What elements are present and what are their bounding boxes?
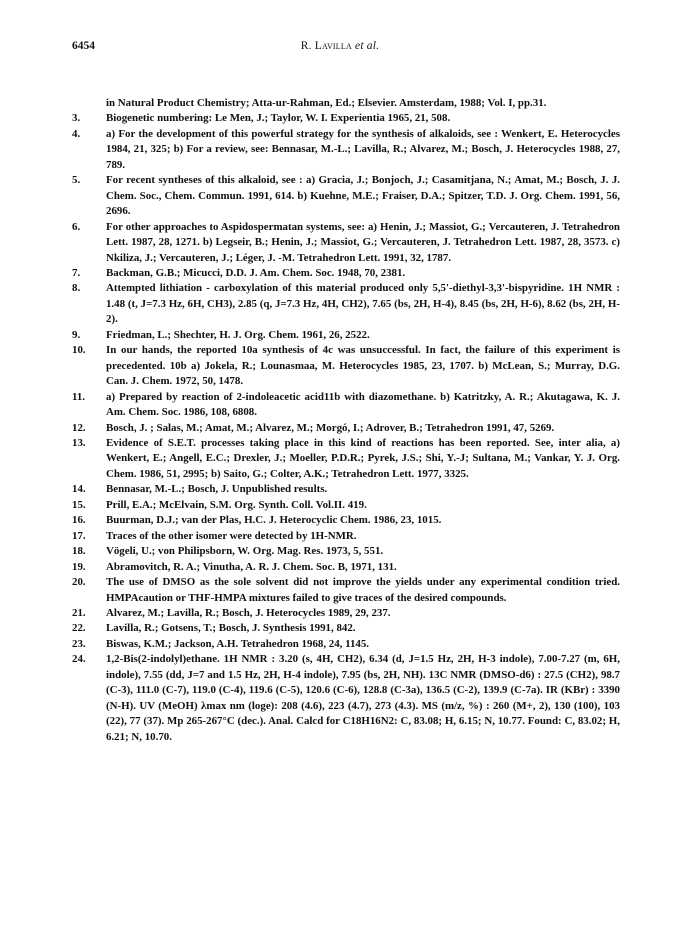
reference-text: In our hands, the reported 10a synthesis of 4c was unsuccessful. In fact, the failure of this experiment is precedented. 10b a) Jokela, R.; Lounasmaa, M. Heterocycles 1985, 23, 1707. b) McLean, S.; Murray, D.G. Can. J. Chem. 1972, 50, 1478. — [106, 344, 620, 388]
reference-text: Friedman, L.; Shechter, H. J. Org. Chem. 1961, 26, 2522. — [106, 328, 370, 341]
reference-item — [72, 652, 620, 745]
reference-item — [72, 220, 620, 266]
reference-list — [72, 96, 620, 745]
reference-number: 14. — [72, 483, 86, 496]
page-header — [72, 40, 608, 56]
reference-item — [72, 482, 620, 497]
reference-number: 4. — [72, 127, 81, 140]
reference-text: Abramovitch, R. A.; Vinutha, A. R. J. Chem. Soc. B, 1971, 131. — [106, 560, 397, 573]
reference-text: 1,2-Bis(2-indolyl)ethane. 1H NMR : 3.20 (s, 4H, CH2), 6.34 (d, J=1.5 Hz, 2H, H-3 indole), 7.00-7.27 (m, 6H, indole), 7.55 (dd, J=7 and 1.5 Hz, 2H, H-4 indole), 7.95 (bs, 2H, NH). 13C NMR (DMSO-d6) : 27.5 (CH2), 98.7 (C-3), 111.0 (C-7), 119.0 (C-4), 119.6 (C-5), 120.6 (C-6), 128.8 (C-3a), 136.5 (C-2), 139.9 (C-7a). IR (KBr) : 3390 (N-H). UV (MeOH) λmax nm (loge): 208 (4.6), 223 (4.7), 273 (4.3). MS (m/z, %) : 260 (M+, 2), 130 (100), 103 (22), 77 (37). Mp 265-267°C (dec.). Anal. Calcd for C18H16N2: C, 83.08; H, 6.15; N, 10.77. Found: C, 83.02; H, 6.21; N, 10.70. — [106, 653, 620, 743]
reference-number: 3. — [72, 112, 81, 125]
reference-number: 23. — [72, 637, 86, 650]
reference-text: Traces of the other isomer were detected by 1H-NMR. — [106, 529, 357, 542]
reference-number: 5. — [72, 174, 81, 187]
running-head-etal: et al. — [355, 40, 380, 52]
reference-text: Prill, E.A.; McElvain, S.M. Org. Synth. Coll. Vol.II. 419. — [106, 498, 367, 511]
running-head — [72, 40, 608, 52]
reference-text: For other approaches to Aspidospermatan systems, see: a) Henin, J.; Massiot, G.; Vercauteren, J. Tetrahedron Lett. 1987, 28, 1271. b) Legseir, B.; Henin, J.; Massiot, G.; Vercauteren, J. Tetrahedron Lett. 1987, 28, 3573. c) Nkiliza, J.; Vercauteren, J.; Léger, J. -M. Tetrahedron Lett. 1991, 32, 1787. — [106, 220, 620, 264]
reference-text: Vögeli, U.; von Philipsborn, W. Org. Mag. Res. 1973, 5, 551. — [106, 545, 384, 558]
reference-item — [72, 544, 620, 559]
reference-item — [72, 560, 620, 575]
reference-text: Bennasar, M.-L.; Bosch, J. Unpublished results. — [106, 483, 328, 496]
reference-text: Biswas, K.M.; Jackson, A.H. Tetrahedron 1968, 24, 1145. — [106, 637, 370, 650]
reference-number: 7. — [72, 266, 81, 279]
reference-text: Alvarez, M.; Lavilla, R.; Bosch, J. Heterocycles 1989, 29, 237. — [106, 606, 391, 619]
reference-text: For recent syntheses of this alkaloid, see : a) Gracia, J.; Bonjoch, J.; Casamitjana, N.; Amat, M.; Bosch, J. J. Chem. Soc., Chem. Commun. 1991, 614. b) Kuehne, M.E.; Fraiser, D.A.; Spitzer, T.D. J. Org. Chem. 1991, 56, 2696. — [106, 174, 620, 218]
reference-text: Attempted lithiation - carboxylation of this material produced only 5,5'-diethyl-3,3'-bispyridine. 1H NMR : 1.48 (t, J=7.3 Hz, 6H, CH3), 2.85 (q, J=7.3 Hz, 4H, CH2), 7.65 (bs, 2H, H-4), 8.45 (bs, 2H, H-6), 8.62 (bs, 2H, H-2). — [106, 282, 620, 326]
reference-text: Evidence of S.E.T. processes taking place in this kind of reactions has been reported. See, inter alia, a) Wenkert, E.; Angell, E.C.; Drexler, J.; Moeller, P.D.R.; Pyrek, J.S.; Shi, Y.-J; Sultana, M.; Vankar, Y. J. Org. Chem. 1986, 51, 2995; b) Saito, G.; Colter, A.K.; Tetrahedron Lett. 1977, 3325. — [106, 436, 620, 480]
reference-text: Bosch, J. ; Salas, M.; Amat, M.; Alvarez, M.; Morgó, I.; Adrover, B.; Tetrahedron 1991, 47, 5269. — [106, 421, 555, 434]
reference-item — [72, 173, 620, 219]
reference-item — [72, 529, 620, 544]
reference-number: 20. — [72, 576, 86, 589]
reference-text: Buurman, D.J.; van der Plas, H.C. J. Heterocyclic Chem. 1986, 23, 1015. — [106, 514, 442, 527]
reference-item — [72, 621, 620, 636]
reference-item — [72, 281, 620, 327]
reference-item — [72, 127, 620, 173]
reference-number: 21. — [72, 606, 86, 619]
reference-number: 13. — [72, 436, 86, 449]
reference-items — [72, 111, 620, 745]
reference-item — [72, 606, 620, 621]
reference-continuation: in Natural Product Chemistry; Atta-ur-Rahman, Ed.; Elsevier. Amsterdam, 1988; Vol. I, pp.31. — [106, 97, 547, 109]
reference-number: 19. — [72, 560, 86, 573]
reference-number: 15. — [72, 498, 86, 511]
reference-number: 11. — [72, 390, 86, 403]
page-number: 6454 — [72, 40, 95, 52]
reference-number: 17. — [72, 529, 86, 542]
reference-item — [72, 328, 620, 343]
reference-text: The use of DMSO as the sole solvent did not improve the yields under any experimental condition tried. HMPAcaution or THF-HMPA mixtures failed to give traces of the desired compounds. — [106, 576, 620, 604]
reference-number: 24. — [72, 653, 86, 666]
reference-item — [72, 421, 620, 436]
reference-number: 8. — [72, 282, 81, 295]
reference-item — [72, 390, 620, 421]
reference-number: 9. — [72, 328, 81, 341]
reference-item — [72, 266, 620, 281]
reference-text: a) For the development of this powerful strategy for the synthesis of alkaloids, see : Wenkert, E. Heterocycles 1984, 21, 325; b) For a review, see: Bennasar, M.-L.; Lavilla, R.; Alvarez, M.; Bosch, J. Heterocycles 1988, 27, 789. — [106, 127, 620, 171]
running-head-smallcaps: avilla — [322, 40, 352, 52]
reference-text: Lavilla, R.; Gotsens, T.; Bosch, J. Synthesis 1991, 842. — [106, 622, 356, 635]
reference-item — [72, 637, 620, 652]
reference-item — [72, 498, 620, 513]
reference-item — [72, 513, 620, 528]
reference-text: Biogenetic numbering: Le Men, J.; Taylor, W. I. Experientia 1965, 21, 508. — [106, 112, 451, 125]
reference-number: 10. — [72, 344, 86, 357]
reference-text: Backman, G.B.; Micucci, D.D. J. Am. Chem. Soc. 1948, 70, 2381. — [106, 266, 406, 279]
reference-item — [72, 111, 620, 126]
running-head-initial: R. L — [300, 40, 322, 52]
reference-item — [72, 575, 620, 606]
reference-item — [72, 436, 620, 482]
reference-number: 12. — [72, 421, 86, 434]
reference-number: 22. — [72, 622, 86, 635]
reference-number: 6. — [72, 220, 81, 233]
reference-text: a) Prepared by reaction of 2-indoleacetic acid11b with diazomethane. b) Katritzky, A. R.; Akutagawa, K. J. Am. Chem. Soc. 1986, 108, 6808. — [106, 390, 620, 419]
reference-number: 18. — [72, 545, 86, 558]
reference-number: 16. — [72, 514, 86, 527]
reference-item — [72, 343, 620, 389]
